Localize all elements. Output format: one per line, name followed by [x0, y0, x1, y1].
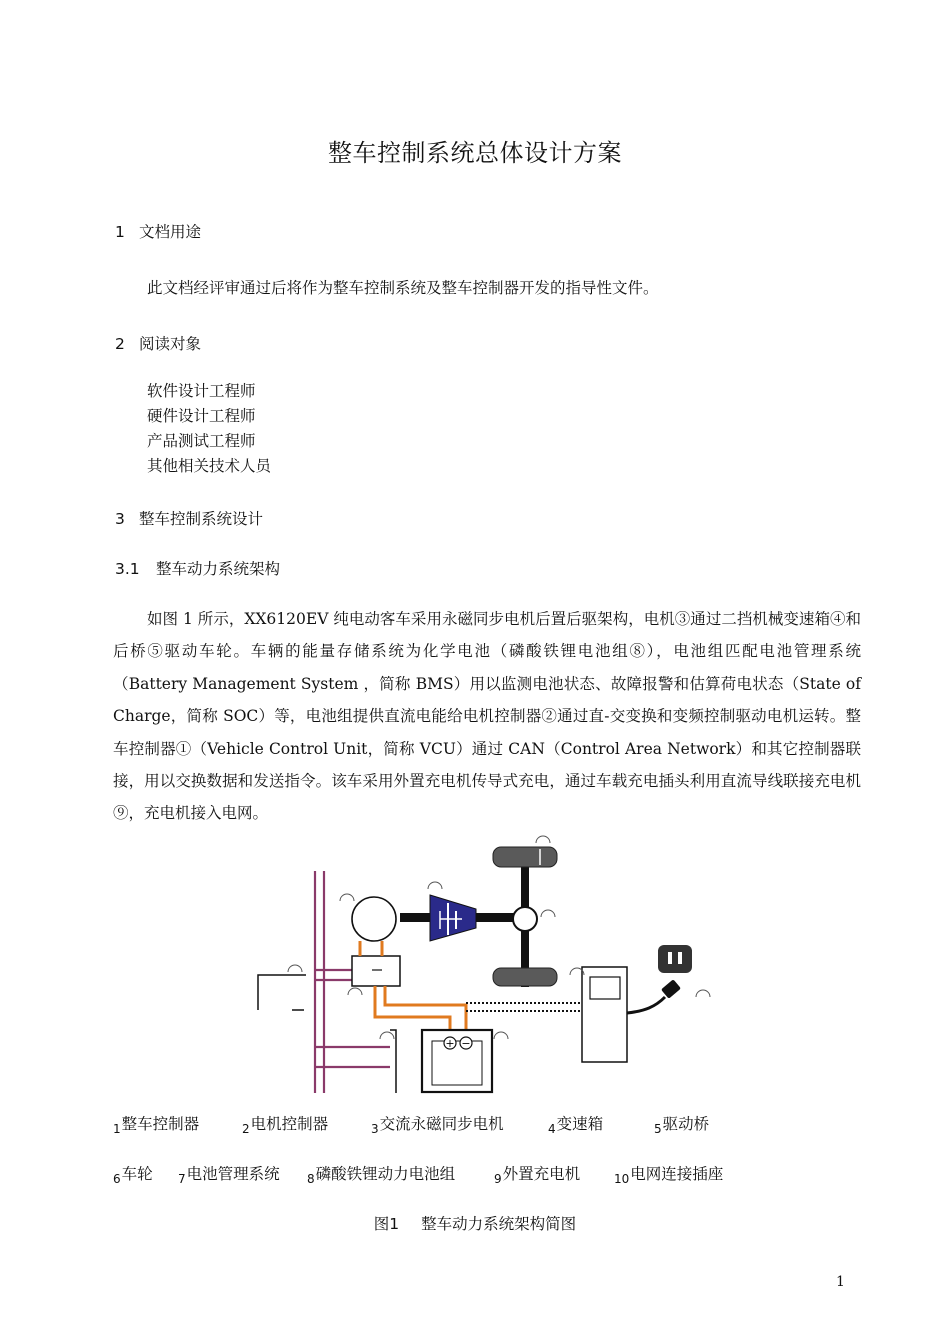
reader-item: 产品测试工程师 — [147, 432, 256, 450]
legend-label: 交流永磁同步电机 — [379, 1115, 504, 1133]
powertrain-diagram — [240, 825, 730, 1097]
external-charger — [582, 967, 627, 1062]
section-title: 文档用途 — [139, 223, 202, 241]
legend-marker: 9 — [494, 1172, 502, 1186]
grid-socket — [658, 945, 692, 973]
battery-pack — [422, 1030, 492, 1092]
section-number: 1 — [115, 223, 125, 241]
section-number: 3.1 — [115, 560, 140, 578]
section-heading-readers — [115, 332, 201, 354]
section-title: 整车控制系统设计 — [139, 510, 264, 528]
purpose-paragraph: 此文档经评审通过后将作为整车控制系统及整车控制器开发的指导性文件。 — [147, 279, 659, 297]
legend-marker: 4 — [548, 1122, 556, 1136]
legend-label: 车轮 — [121, 1165, 153, 1183]
legend-controller — [113, 1112, 199, 1134]
reader-item: 其他相关技术人员 — [147, 457, 272, 475]
reader-item: 硬件设计工程师 — [147, 407, 256, 425]
legend-bms — [178, 1162, 280, 1184]
plug-cable — [627, 979, 681, 1013]
legend-marker: 2 — [242, 1122, 250, 1136]
powertrain-description: 如图 1 所示，XX6120EV 纯电动客车采用永磁同步电机后置后驱架构，电机③通过二挡机械变速箱④和后桥⑤驱动车轮。车辆的能量存储系统为化学电池（磷酸铁锂电池组⑧），电池组匹配电池管理系统（Battery Management System ，简称 BMS）用以监测电池状态、故障报警和估算荷电状态（State of Charge，简称 SOC）等，电池组提供直流电能给电机控制器②通过直-交变换和变频控制驱动电机运转。整车控制器①（Vehicle Control Unit，简称 VCU）通过 CAN（Control Area Network）和其它控制器联接，用以交换数据和发送指令。该车采用外置充电机传导式充电，通过车载充电插头利用直流导线联接充电机⑨，充电机接入电网。 — [113, 610, 861, 823]
legend-gearbox — [548, 1112, 603, 1134]
legend-marker: 1 — [113, 1122, 121, 1136]
legend-marker: 10 — [614, 1172, 630, 1186]
reader-list — [147, 379, 271, 479]
figure-caption — [0, 1212, 950, 1234]
section-heading-vcs-design — [115, 507, 263, 529]
reader-item: 软件设计工程师 — [147, 382, 256, 400]
battery-negative-label: − — [461, 1037, 471, 1050]
legend-marker: 8 — [307, 1172, 315, 1186]
motor — [350, 887, 398, 941]
legend-label: 电网连接插座 — [630, 1165, 724, 1183]
legend-grid-socket — [614, 1162, 723, 1184]
document-title: 整车控制系统总体设计方案 — [328, 139, 622, 167]
figure-number: 图1 — [373, 1215, 400, 1233]
legend-label: 变速箱 — [556, 1115, 604, 1133]
legend-motor-controller — [242, 1112, 328, 1134]
legend-label: 电池管理系统 — [186, 1165, 280, 1183]
legend-motor — [371, 1112, 504, 1134]
legend-label: 外置充电机 — [502, 1165, 581, 1183]
battery-positive-label: + — [445, 1037, 455, 1050]
vehicle-controller-box — [258, 975, 306, 1010]
section-heading-purpose — [115, 220, 201, 242]
legend-label: 驱动桥 — [662, 1115, 710, 1133]
motor-controller — [352, 956, 400, 986]
gearbox — [430, 895, 476, 941]
section-heading-powertrain — [115, 557, 280, 579]
legend-marker: 3 — [371, 1122, 379, 1136]
legend-marker: 5 — [654, 1122, 662, 1136]
figure-title: 整车动力系统架构简图 — [421, 1215, 577, 1233]
page-number: 1 — [836, 1274, 845, 1290]
legend-marker: 7 — [178, 1172, 186, 1186]
legend-marker: 6 — [113, 1172, 121, 1186]
charger-links — [466, 1003, 582, 1011]
legend-charger — [494, 1162, 580, 1184]
legend-label: 磷酸铁锂动力电池组 — [315, 1165, 456, 1183]
legend-battery — [307, 1162, 455, 1184]
legend-label: 电机控制器 — [250, 1115, 329, 1133]
section-number: 3 — [115, 510, 125, 528]
section-title: 阅读对象 — [139, 335, 202, 353]
legend-label: 整车控制器 — [121, 1115, 200, 1133]
section-number: 2 — [115, 335, 125, 353]
legend-drive-axle — [654, 1112, 709, 1134]
legend-wheel — [113, 1162, 153, 1184]
section-title: 整车动力系统架构 — [156, 560, 281, 578]
bms-box — [390, 1030, 396, 1093]
